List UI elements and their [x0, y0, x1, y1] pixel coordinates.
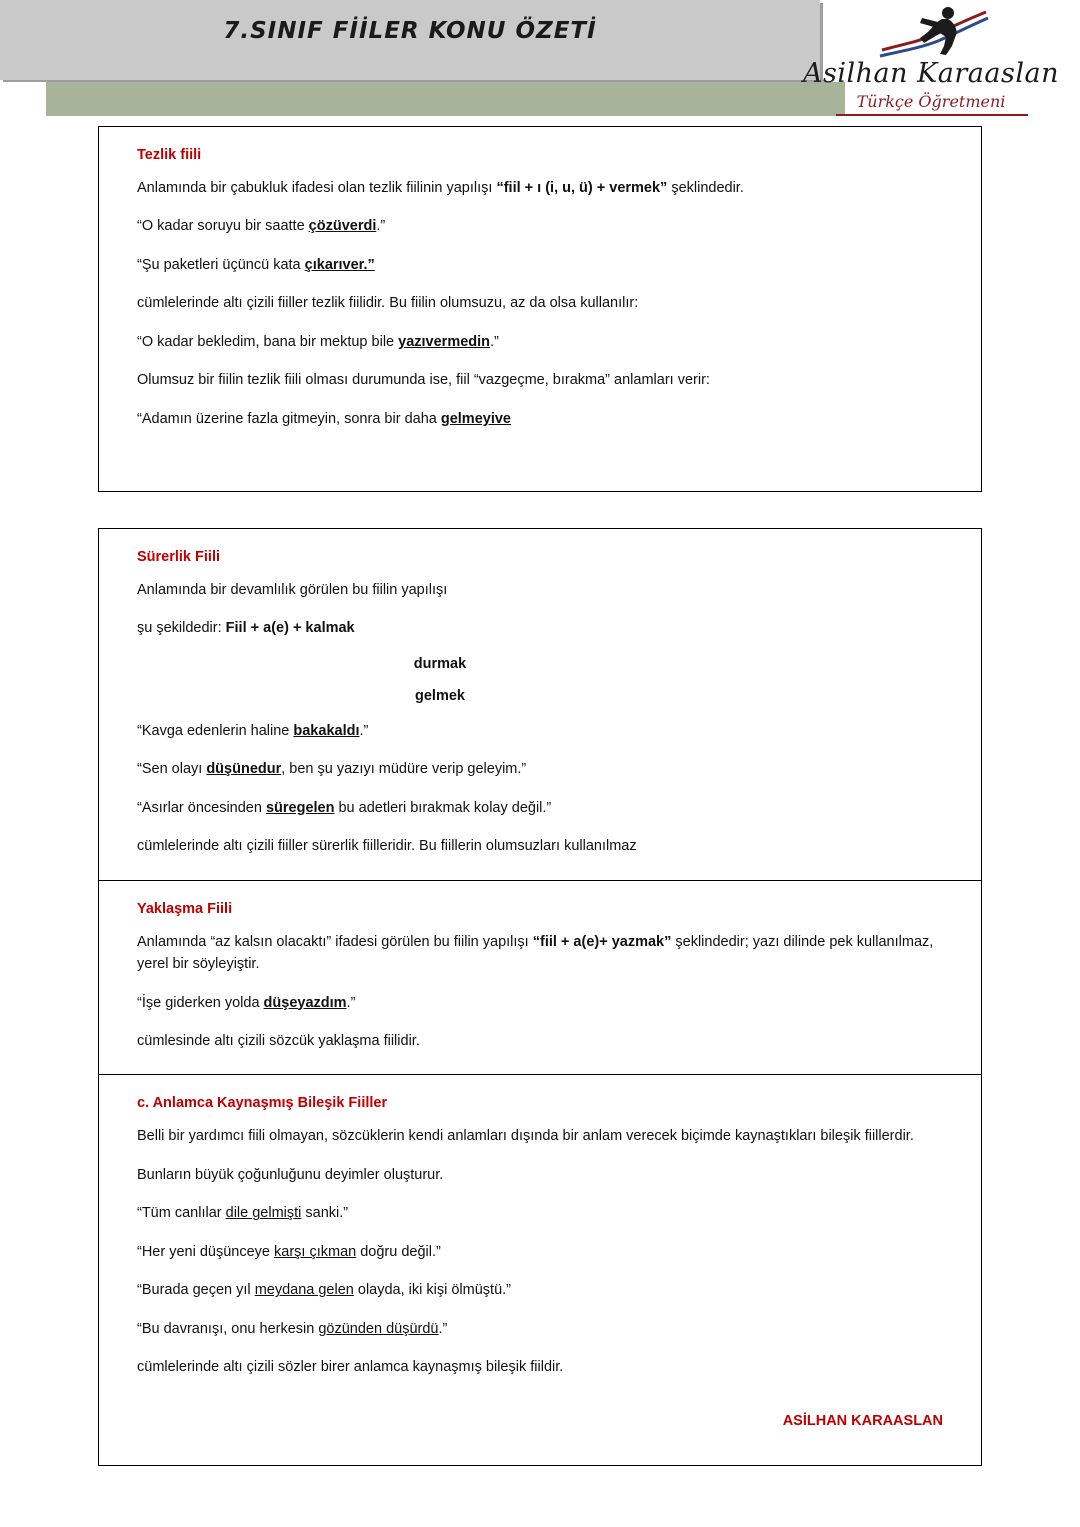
logo-subtitle: Türkçe Öğretmeni	[856, 92, 1006, 111]
section-line: “Kavga edenlerin haline bakakaldı.”	[137, 722, 369, 739]
section-line: gelmek	[415, 687, 465, 704]
section-line: “Sen olayı düşünedur, ben şu yazıyı müdüre verip geleyim.”	[137, 761, 527, 778]
document-header	[0, 0, 1080, 122]
document-title: 7.SINIF FİİLER KONU ÖZETİ	[223, 18, 597, 44]
section-title: Sürerlik Fiili	[137, 548, 220, 565]
section-line: “İşe giderken yolda düşeyazdım.”	[137, 994, 356, 1011]
section-spacer	[137, 446, 943, 468]
brand-logo	[800, 0, 1062, 126]
content-area	[98, 126, 982, 1466]
section-line: “Bu davranışı, onu herkesin gözünden düşürdü.”	[137, 1320, 448, 1337]
section-line: Anlamında bir devamlılık görülen bu fiilin yapılışı	[137, 581, 448, 598]
author-signature: ASİLHAN KARAASLAN	[782, 1412, 943, 1429]
section-yaklasma-fiili	[98, 881, 982, 1076]
section-line: Olumsuz bir fiilin tezlik fiili olması durumunda ise, fiil “vazgeçme, bırakma” anlamları verir:	[137, 372, 710, 389]
section-line: Anlamında bir çabukluk ifadesi olan tezlik fiilinin yapılışı “fiil + ı (i, u, ü) + vermek” şeklindedir.	[137, 180, 744, 196]
section-line: “Her yeni düşünceye karşı çıkman doğru değil.”	[137, 1243, 441, 1260]
section-line: Belli bir yardımcı fiili olmayan, sözcüklerin kendi anlamları dışında bir anlam verecek biçimde kaynaştıkları bileşik fiillerdir.	[137, 1128, 914, 1145]
header-green-notch	[0, 82, 46, 116]
section-surerlik-fiili	[98, 528, 982, 881]
section-line: “Tüm canlılar dile gelmişti sanki.”	[137, 1205, 349, 1222]
section-line: cümlelerinde altı çizili fiiller tezlik fiilidir. Bu fiilin olumsuzu, az da olsa kullanılır:	[137, 295, 639, 312]
section-line: cümlelerinde altı çizili fiiller sürerlik fiilleridir. Bu fiillerin olumsuzları kullanılmaz	[137, 838, 637, 855]
section-line: “Adamın üzerine fazla gitmeyin, sonra bir daha gelmeyive	[137, 410, 511, 427]
section-line: Bunların büyük çoğunluğunu deyimler oluşturur.	[137, 1166, 444, 1183]
section-title: Yaklaşma Fiili	[137, 900, 233, 917]
section-line: “O kadar soruyu bir saatte çözüverdi.”	[137, 218, 386, 235]
header-green-bar	[0, 82, 845, 116]
section-line: “Burada geçen yıl meydana gelen olayda, iki kişi ölmüştü.”	[137, 1282, 511, 1299]
section-tezlik-fiili	[98, 126, 982, 492]
section-line: cümlesinde altı çizili sözcük yaklaşma fiilidir.	[137, 1032, 420, 1049]
section-anlamca-kaynasmis	[98, 1075, 982, 1466]
section-line: şu şekildedir: Fiil + a(e) + kalmak	[137, 620, 355, 637]
section-line: durmak	[413, 655, 467, 672]
section-title: Tezlik fiili	[137, 147, 202, 163]
running-figure-icon	[874, 4, 994, 60]
section-line: cümlelerinde altı çizili sözler birer anlamca kaynaşmış bileşik fiildir.	[137, 1359, 564, 1376]
logo-name: Asilhan Karaaslan	[803, 58, 1059, 89]
section-line: “Şu paketleri üçüncü kata çıkarıver.”	[137, 256, 375, 273]
section-line: “O kadar bekledim, bana bir mektup bile yazıvermedin.”	[137, 333, 499, 350]
logo-underline	[836, 114, 1028, 116]
section-line: Anlamında “az kalsın olacaktı” ifadesi görülen bu fiilin yapılışı “fiil + a(e)+ yazmak” şeklindedir; yazı dilinde pek kullanılmaz, yerel bir söyleyiştir.	[137, 933, 934, 973]
section-line: “Asırlar öncesinden süregelen bu adetleri bırakmak kolay değil.”	[137, 799, 552, 816]
section-title: c. Anlamca Kaynaşmış Bileşik Fiiller	[137, 1095, 388, 1112]
